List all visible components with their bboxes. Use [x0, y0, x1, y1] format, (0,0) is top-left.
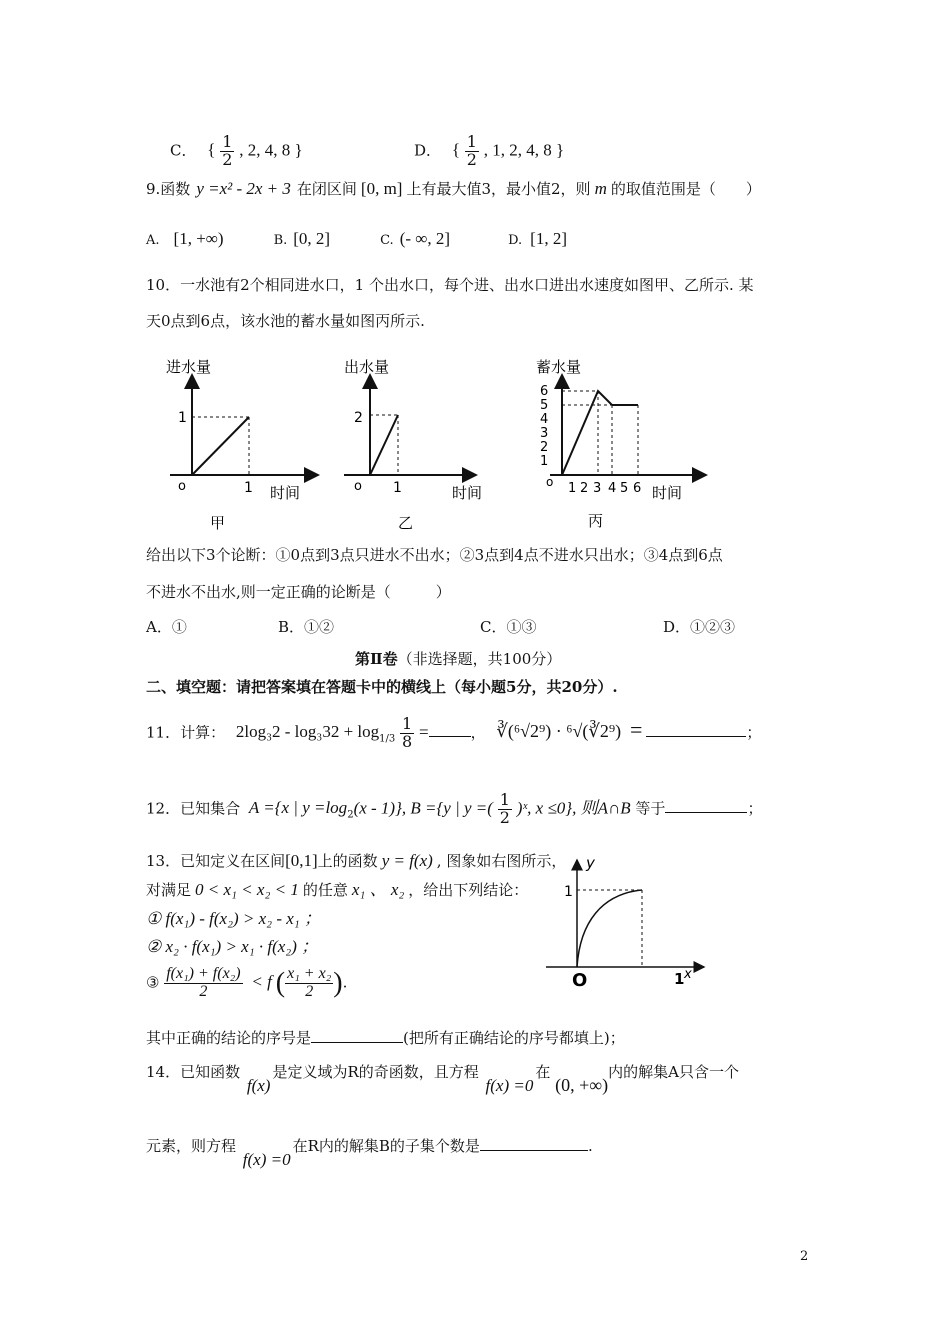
- q10-options: A．① B．①② C．①③ D．①②③: [146, 618, 736, 636]
- bing-ytick-3: 3: [540, 426, 549, 441]
- bing-ytick-4: 4: [540, 412, 549, 427]
- q9-options: A. [1, +∞) B. [0, 2] C. (- ∞, 2] D. [1, 2]: [146, 229, 567, 248]
- q8-c-fraction: $\frac{1}{2}$: [222, 132, 233, 169]
- graph-yi: [340, 350, 500, 530]
- jia-caption: 甲: [210, 514, 226, 530]
- q13-origin: O: [572, 970, 588, 991]
- q12: 12．已知集合 A ={x | $y =\log_2(x - 1)$}, B ={y | y =( $\frac{1}{2}$ )ˣ, x ≤0}, 则A∩B 等于 ；: [146, 790, 763, 827]
- q14-line2: 元素，则方程 f(x) =0在R内的解集B的子集个数是 .: [146, 1137, 593, 1169]
- part2-section-heading: 二、填空题：请把答案填在答题卡中的横线上（每小题5分，共20分）.: [146, 678, 618, 696]
- q13-line1: 13．已知定义在区间[0,1]上的函数 y = f(x) , 图象如右图所示，: [146, 851, 567, 870]
- jia-ylabel: 进水量: [166, 358, 212, 376]
- q13-curve: [577, 890, 642, 967]
- q13-xtick: 1: [674, 970, 685, 988]
- yi-xtick: 1: [393, 480, 402, 496]
- q10-line1: 10．一水池有2个相同进水口，1 个出水口，每个进、出水口进出水速度如图甲、乙所示. 某: [146, 276, 754, 294]
- q11: 11．计算： $2\log_32 - \log_332 + \log_{1/3}$ $\frac{1}{8}$ = ， ∛(⁶√2⁹) · ⁶√(∛2⁹) = ；: [146, 714, 762, 751]
- q9-stem: 9.函数 y =x² - 2x + 3 在闭区间 [0, m] 上有最大值3，最小值2，则 m 的取值范围是（ ）: [146, 179, 761, 198]
- bing-xtick-4: 4: [608, 481, 617, 496]
- q10-line2: 天0点到6点，该水池的蓄水量如图丙所示.: [146, 312, 425, 330]
- yi-xlabel: 时间: [452, 484, 483, 502]
- bing-ylabel: 蓄水量: [536, 358, 582, 376]
- q13-conclusion-1: ① f(x₁) - f(x₂) > x₂ - x₁ ；: [146, 909, 321, 928]
- bing-line: [562, 391, 638, 475]
- q10-line4: 不进水不出水,则一定正确的论断是（ ）: [146, 583, 451, 601]
- bing-xtick-1: 1: [568, 481, 577, 496]
- q13-xlabel: x: [684, 967, 692, 982]
- yi-line: [370, 415, 398, 475]
- bing-origin: o: [546, 475, 554, 489]
- q13-ylabel: y: [586, 854, 595, 872]
- bing-ytick-5: 5: [540, 398, 549, 413]
- bing-xtick-5: 5: [620, 481, 629, 496]
- yi-caption: 乙: [398, 514, 414, 530]
- yi-origin: o: [354, 479, 362, 494]
- q13-ytick: 1: [564, 884, 573, 900]
- q13-conclusion-2: ② x₂ · f(x₁) > x₁ · f(x₂) ；: [146, 937, 319, 956]
- bing-caption: 丙: [588, 512, 604, 530]
- jia-line: [192, 417, 249, 475]
- bing-ytick-1: 1: [540, 454, 549, 469]
- page-number: 2: [800, 1249, 809, 1264]
- jia-xlabel: 时间: [270, 484, 301, 502]
- q13-line2: 对满足 0 < x₁ < x₂ < 1 的任意 x₁ 、 x₂ ，给出下列结论：: [146, 880, 529, 899]
- jia-xtick: 1: [244, 480, 253, 496]
- yi-ylabel: 出水量: [344, 358, 390, 376]
- bing-xlabel: 时间: [652, 484, 683, 502]
- jia-ytick: 1: [178, 410, 187, 426]
- q8-option-d: D． { $\frac{1}{2}$ , 1, 2, 4, 8 }: [414, 132, 565, 169]
- graph-jia: [160, 350, 320, 530]
- q13-result: 其中正确的结论的序号是 (把所有正确结论的序号都填上)；: [146, 1029, 625, 1047]
- q8-option-c: C． { $\frac{1}{2}$ , 2, 4, 8 }: [170, 132, 303, 169]
- bing-xtick-6: 6: [633, 481, 642, 496]
- bing-xtick-3: 3: [593, 481, 602, 496]
- yi-ytick: 2: [354, 410, 363, 426]
- bing-ytick-6: 6: [540, 384, 549, 399]
- q13-graph: [542, 852, 722, 992]
- jia-origin: o: [178, 479, 186, 494]
- q13-conclusion-3: ③ $\frac{\text{f(x₁) + f(x₂)}}{2}$ < f ( $\frac{\text{x₁ + x₂}}{2}$ ).: [146, 965, 348, 1000]
- graph-bing: [530, 350, 710, 530]
- part2-title: 第Ⅱ卷（非选择题，共100分）: [355, 650, 562, 668]
- bing-xtick-2: 2: [580, 481, 589, 496]
- bing-ytick-2: 2: [540, 440, 549, 455]
- q14-line1: 14．已知函数 f(x)是定义域为R的奇函数，且方程 f(x) =0在 (0, +∞)内的解集A只含一个: [146, 1063, 739, 1095]
- q10-line3: 给出以下3个论断：①0点到3点只进水不出水；②3点到4点不进水只出水；③4点到6点: [146, 546, 723, 564]
- q8-d-fraction: $\frac{1}{2}$: [466, 132, 477, 169]
